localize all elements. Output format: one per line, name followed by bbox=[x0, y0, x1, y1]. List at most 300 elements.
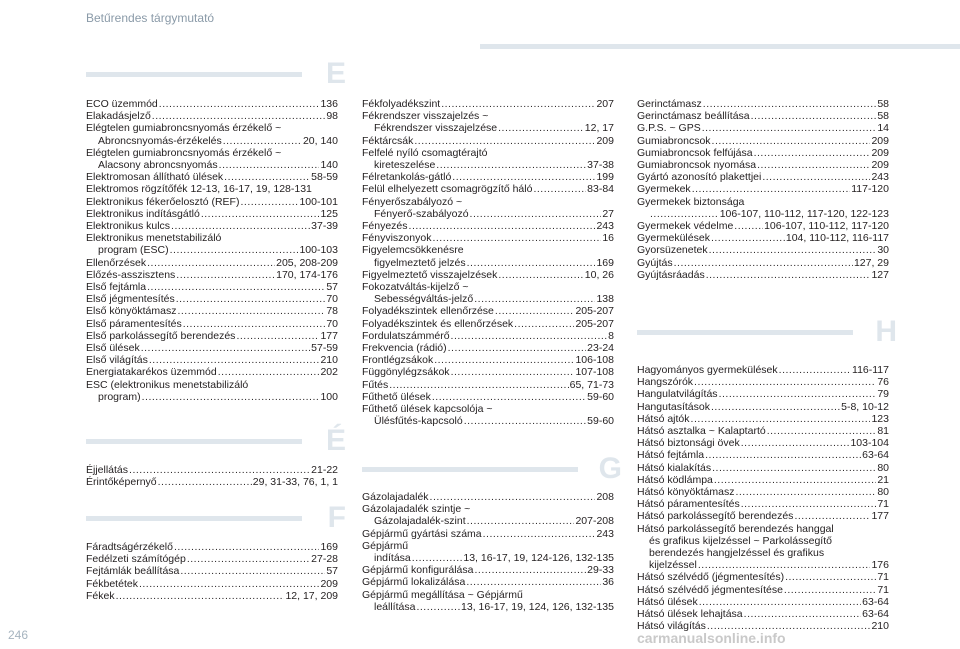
entry-pages: 30 bbox=[877, 244, 889, 257]
index-entry bbox=[86, 541, 338, 553]
index-entry bbox=[362, 564, 614, 576]
dot-leader bbox=[712, 135, 871, 147]
watermark: carmanualsonline.info bbox=[637, 630, 786, 646]
index-entry bbox=[86, 208, 338, 220]
index-entry bbox=[362, 515, 614, 527]
dot-leader bbox=[116, 590, 285, 602]
index-entry bbox=[86, 244, 338, 256]
entry-term: Sebességváltás-jelző bbox=[374, 293, 474, 306]
entry-term: G.P.S. ~ GPS bbox=[637, 122, 701, 135]
entry-term: Gyermekek védelme bbox=[637, 220, 734, 233]
index-entry bbox=[637, 220, 889, 232]
index-list-g-continued bbox=[637, 98, 889, 281]
entry-term: Gyújtásráadás bbox=[637, 268, 705, 281]
entry-pages: 127, 29 bbox=[853, 256, 889, 269]
dot-leader bbox=[694, 376, 876, 388]
index-entry bbox=[362, 354, 614, 366]
index-entry bbox=[637, 159, 889, 171]
section-letter: G bbox=[598, 452, 622, 485]
entry-term: Gyújtás bbox=[637, 256, 673, 269]
entry-term: Gyermekek bbox=[637, 183, 691, 196]
entry-pages: 208 bbox=[596, 491, 614, 503]
index-entry bbox=[86, 318, 338, 330]
section-heading-h bbox=[637, 314, 897, 354]
entry-pages: 12, 17, 209 bbox=[285, 589, 338, 602]
entry-pages: 78 bbox=[326, 305, 338, 318]
entry-term: Féktárcsák bbox=[362, 134, 414, 147]
index-entry bbox=[86, 330, 338, 342]
dot-leader bbox=[735, 486, 876, 498]
entry-term: Gépjármű gyártási száma bbox=[362, 527, 482, 540]
entry-pages: 29, 31-33, 76, 1, 1 bbox=[252, 476, 338, 489]
section-heading-e-acute bbox=[86, 423, 346, 463]
entry-pages: 210 bbox=[320, 354, 338, 367]
entry-term: Gerinctámasz beállítása bbox=[637, 110, 750, 123]
entry-pages: 136 bbox=[320, 98, 338, 110]
entry-pages: 21 bbox=[877, 473, 889, 486]
entry-pages: 209 bbox=[320, 577, 338, 590]
index-entry bbox=[637, 510, 889, 522]
index-subheading: Fékrendszer visszajelzés ~ bbox=[362, 110, 489, 123]
entry-pages: 123 bbox=[871, 412, 889, 425]
dot-leader bbox=[159, 98, 320, 110]
entry-pages: 27 bbox=[602, 207, 614, 220]
entry-term: Frekvencia (rádió) bbox=[362, 342, 447, 355]
section-letter: E bbox=[325, 57, 346, 90]
entry-pages: 29-33 bbox=[587, 564, 614, 577]
entry-pages: 71 bbox=[877, 571, 889, 584]
entry-term: Fékfolyadékszint bbox=[362, 98, 441, 110]
dot-leader bbox=[699, 596, 861, 608]
header-bar bbox=[480, 44, 960, 49]
index-entry bbox=[637, 269, 889, 281]
entry-pages: 20, 140 bbox=[302, 134, 338, 147]
entry-term: Gumiabroncsok nyomása bbox=[637, 159, 757, 172]
index-entry bbox=[362, 528, 614, 540]
entry-pages: 125 bbox=[320, 207, 338, 220]
entry-pages: 207-208 bbox=[575, 515, 614, 528]
index-entry bbox=[362, 601, 614, 613]
index-entry bbox=[362, 98, 614, 110]
index-entry bbox=[86, 293, 338, 305]
entry-term: Elektronikus fékerőelosztó (REF) bbox=[86, 195, 240, 208]
index-entry bbox=[362, 135, 614, 147]
dot-leader bbox=[389, 379, 568, 391]
entry-pages: 58 bbox=[877, 98, 889, 110]
index-entry bbox=[637, 135, 889, 147]
entry-term: Fényerő-szabályozó bbox=[374, 207, 469, 220]
entry-term: Éjjellátás bbox=[86, 464, 129, 476]
entry-term: Elektromos rögzítőfék 12-13, 16-17, 19, 128-131 bbox=[86, 183, 312, 196]
index-entry bbox=[362, 415, 614, 427]
index-entry bbox=[86, 464, 338, 476]
entry-term: Gyorsüzenetek bbox=[637, 244, 708, 257]
index-subheading: Elégtelen gumiabroncsnyomás érzékelő ~ bbox=[86, 122, 282, 135]
index-entry bbox=[86, 578, 338, 590]
section-letter: H bbox=[875, 315, 897, 348]
section-heading-g bbox=[362, 451, 622, 491]
entry-pages: 59-60 bbox=[587, 415, 614, 428]
dot-leader bbox=[466, 576, 601, 588]
entry-pages: 70 bbox=[326, 317, 338, 330]
dot-leader bbox=[441, 98, 595, 110]
entry-pages: 36 bbox=[602, 576, 614, 589]
entry-term: Fordulatszámmérő bbox=[362, 329, 450, 342]
entry-pages: 243 bbox=[596, 220, 614, 233]
entry-term: Fényezés bbox=[362, 220, 408, 233]
entry-term: program (ESC) bbox=[98, 244, 169, 257]
entry-term: Hátsó asztalka ~ Kalaptartó bbox=[637, 425, 766, 438]
entry-term: figyelmeztető jelzés bbox=[374, 256, 466, 269]
index-entry bbox=[637, 425, 889, 437]
entry-term: Hátsó szélvédő (jégmentesítés) bbox=[637, 571, 785, 584]
index-list-e-acute bbox=[86, 464, 338, 488]
index-subheading: Gépjármű megállítása ~ Gépjármű bbox=[362, 588, 523, 601]
index-entry bbox=[362, 293, 614, 305]
dot-leader bbox=[432, 391, 586, 403]
entry-term: Ülésfűtés-kapcsoló bbox=[374, 415, 463, 428]
dot-leader bbox=[412, 552, 463, 564]
dot-leader bbox=[467, 515, 575, 527]
dot-leader bbox=[147, 257, 275, 269]
dot-leader bbox=[711, 232, 785, 244]
dot-leader bbox=[240, 196, 298, 208]
index-subheading: Fűthető ülések kapcsolója ~ bbox=[362, 403, 493, 416]
entry-term: Első jégmentesítés bbox=[86, 293, 175, 306]
section-letter: É bbox=[325, 424, 346, 457]
entry-term: Fejtámlák beállítása bbox=[86, 565, 180, 578]
entry-pages: 65, 71-73 bbox=[569, 378, 614, 391]
index-entry bbox=[637, 388, 889, 400]
entry-term: Félretankolás-gátló bbox=[362, 171, 452, 184]
entry-term: Hátsó világítás bbox=[637, 620, 706, 633]
entry-pages: 37-38 bbox=[587, 159, 614, 172]
dot-leader bbox=[129, 464, 310, 476]
entry-pages: 21-22 bbox=[311, 464, 338, 476]
entry-term: Hátsó parkolássegítő berendezés bbox=[637, 510, 794, 523]
dot-leader bbox=[224, 171, 310, 183]
entry-term: Felül elhelyezett csomagrögzítő háló bbox=[362, 183, 533, 196]
entry-pages: 170, 174-176 bbox=[276, 268, 338, 281]
entry-pages: 14 bbox=[877, 122, 889, 135]
entry-term: Gépjármű lokalizálása bbox=[362, 576, 466, 589]
index-entry bbox=[362, 269, 614, 281]
entry-pages: 205-207 bbox=[575, 317, 614, 330]
index-entry bbox=[86, 565, 338, 577]
entry-term: Hátsó páramentesítés bbox=[637, 498, 740, 511]
entry-term: indítása bbox=[374, 552, 411, 565]
index-entry bbox=[86, 342, 338, 354]
index-entry bbox=[362, 183, 614, 195]
index-entry bbox=[637, 147, 889, 159]
entry-term: Hangulatvilágítás bbox=[637, 388, 718, 401]
entry-pages: 199 bbox=[596, 171, 614, 184]
entry-pages: 5-8, 10-12 bbox=[841, 400, 889, 413]
entry-term: Hátsó kialakítás bbox=[637, 461, 712, 474]
entry-term: Folyadékszintek és ellenőrzések bbox=[362, 317, 514, 330]
entry-pages: 243 bbox=[871, 171, 889, 184]
index-entry bbox=[637, 171, 889, 183]
entry-pages: 13, 16-17, 19, 124-126, 132-135 bbox=[463, 552, 614, 565]
page-number: 246 bbox=[8, 628, 29, 642]
dot-leader bbox=[176, 293, 326, 305]
entry-term: Fedélzeti számítógép bbox=[86, 553, 186, 566]
dot-leader bbox=[698, 559, 871, 571]
dot-leader bbox=[711, 401, 840, 413]
dot-leader bbox=[674, 257, 853, 269]
entry-pages: 202 bbox=[320, 366, 338, 379]
index-entry bbox=[362, 576, 614, 588]
entry-pages: 243 bbox=[596, 527, 614, 540]
entry-term: Gerinctámasz bbox=[637, 98, 702, 110]
index-entry bbox=[637, 232, 889, 244]
dot-leader bbox=[702, 122, 877, 134]
dot-leader bbox=[734, 220, 763, 232]
entry-pages: 13, 16-17, 19, 124, 126, 132-135 bbox=[461, 600, 614, 613]
entry-term: Fáradtságérzékelő bbox=[86, 541, 173, 553]
entry-pages: 210 bbox=[871, 620, 889, 633]
dot-leader bbox=[784, 584, 876, 596]
entry-term: Első ülések bbox=[86, 342, 140, 355]
entry-pages: 98 bbox=[326, 110, 338, 123]
index-entry bbox=[86, 590, 338, 602]
index-entry bbox=[362, 257, 614, 269]
entry-pages: 63-64 bbox=[862, 595, 889, 608]
entry-term: Gázolajadalék-szint bbox=[374, 515, 466, 528]
dot-leader bbox=[498, 122, 584, 134]
index-entry bbox=[86, 159, 338, 171]
dot-leader bbox=[706, 269, 871, 281]
index-subheading: és grafikus kijelzéssel ~ Parkolássegítő bbox=[649, 534, 832, 547]
index-subheading: ESC (elektronikus menetstabilizáló bbox=[86, 378, 249, 391]
page-header-title: Betűrendes tárgymutató bbox=[86, 11, 215, 25]
entry-pages: 57-59 bbox=[311, 342, 338, 355]
index-entry bbox=[86, 305, 338, 317]
entry-pages: 12, 17 bbox=[584, 122, 614, 135]
entry-term: Hátsó ülések lehajtása bbox=[637, 608, 743, 621]
entry-term: Figyelmeztető visszajelzések bbox=[362, 268, 498, 281]
dot-leader bbox=[692, 183, 851, 195]
index-entry bbox=[86, 269, 338, 281]
entry-pages: 106-107, 110-112, 117-120 bbox=[764, 220, 889, 233]
entry-pages: 127 bbox=[871, 268, 889, 281]
entry-pages: 103-104 bbox=[850, 437, 889, 450]
entry-term: Hátsó könyöktámasz bbox=[637, 486, 735, 499]
dot-leader bbox=[139, 578, 320, 590]
index-entry bbox=[637, 98, 889, 110]
entry-pages: 116-117 bbox=[852, 364, 889, 376]
index-list-h bbox=[637, 364, 889, 632]
dot-leader bbox=[176, 269, 275, 281]
entry-pages: 27-28 bbox=[311, 553, 338, 566]
dot-leader bbox=[474, 293, 595, 305]
entry-pages: 57 bbox=[326, 281, 338, 294]
index-entry bbox=[362, 305, 614, 317]
index-list-f-continued bbox=[362, 98, 614, 427]
entry-pages: 59-60 bbox=[587, 390, 614, 403]
entry-term: Elektronikus kulcs bbox=[86, 220, 171, 233]
entry-term: Hátsó biztonsági övek bbox=[637, 437, 740, 450]
dot-leader bbox=[170, 244, 299, 256]
dot-leader bbox=[409, 220, 596, 232]
entry-term: Elektronikus indításgátló bbox=[86, 207, 200, 220]
dot-leader bbox=[514, 318, 574, 330]
dot-leader bbox=[218, 366, 320, 378]
entry-pages: 71 bbox=[877, 583, 889, 596]
index-entry bbox=[86, 183, 338, 195]
dot-leader bbox=[223, 135, 302, 147]
entry-pages: 106-107, 110-112, 117-120, 122-123 bbox=[719, 207, 889, 220]
entry-pages: 83-84 bbox=[587, 183, 614, 196]
index-entry bbox=[362, 552, 614, 564]
entry-pages: 8 bbox=[608, 329, 614, 342]
index-entry bbox=[362, 491, 614, 503]
index-entry bbox=[637, 449, 889, 461]
entry-pages: 58 bbox=[877, 110, 889, 123]
entry-term: Gumiabroncsok felfújása bbox=[637, 146, 753, 159]
index-list-g bbox=[362, 491, 614, 613]
entry-pages: 63-64 bbox=[862, 449, 889, 462]
entry-term: Alacsony abroncsnyomás bbox=[98, 159, 218, 172]
entry-term: Első könyöktámasz bbox=[86, 305, 177, 318]
entry-term: Fékbetétek bbox=[86, 577, 138, 590]
entry-pages: 57 bbox=[326, 565, 338, 578]
entry-term: kireteszelése bbox=[374, 159, 436, 172]
dot-leader bbox=[180, 565, 325, 577]
index-subheading: Fokozatváltás-kijelző ~ bbox=[362, 281, 469, 294]
entry-term: Előzés-asszisztens bbox=[86, 268, 176, 281]
dot-leader bbox=[149, 354, 320, 366]
entry-pages: 138 bbox=[596, 293, 614, 306]
entry-term: Első fejtámla bbox=[86, 281, 147, 294]
index-entry bbox=[362, 220, 614, 232]
dot-leader bbox=[436, 159, 586, 171]
entry-pages: 169 bbox=[320, 541, 338, 553]
index-entry bbox=[637, 401, 889, 413]
index-entry bbox=[362, 379, 614, 391]
entry-pages: 81 bbox=[877, 425, 889, 438]
entry-term: Hátsó szélvédő jégmentesítése bbox=[637, 583, 783, 596]
entry-term: Fényviszonyok bbox=[362, 232, 432, 245]
dot-leader bbox=[741, 437, 850, 449]
index-entry bbox=[86, 171, 338, 183]
index-entry bbox=[86, 110, 338, 122]
dot-leader bbox=[448, 342, 587, 354]
dot-leader bbox=[434, 354, 574, 366]
index-subheading: Gyermekek biztonsága bbox=[637, 195, 745, 208]
index-entry bbox=[362, 171, 614, 183]
entry-term: ECO üzemmód bbox=[86, 98, 158, 110]
dot-leader bbox=[744, 608, 861, 620]
index-entry bbox=[637, 183, 889, 195]
dot-leader bbox=[452, 171, 595, 183]
index-entry bbox=[86, 220, 338, 232]
index-entry bbox=[637, 596, 889, 608]
index-entry bbox=[637, 474, 889, 486]
index-entry bbox=[637, 486, 889, 498]
dot-leader bbox=[158, 476, 252, 488]
index-entry bbox=[362, 366, 614, 378]
entry-term: Hátsó ködlámpa bbox=[637, 473, 713, 486]
index-entry bbox=[637, 462, 889, 474]
index-subheading: Felfelé nyíló csomagtérajtó bbox=[362, 146, 488, 159]
entry-pages: 70 bbox=[326, 293, 338, 306]
dot-leader bbox=[703, 98, 877, 110]
dot-leader bbox=[430, 491, 596, 503]
index-entry bbox=[637, 571, 889, 583]
entry-term: Első páramentesítés bbox=[86, 317, 182, 330]
dot-leader bbox=[483, 528, 596, 540]
index-entry bbox=[637, 110, 889, 122]
dot-leader bbox=[152, 110, 326, 122]
entry-pages: 100-103 bbox=[299, 244, 338, 257]
entry-term: Elakadásjelző bbox=[86, 110, 151, 123]
section-heading-e bbox=[86, 56, 346, 96]
dot-leader bbox=[754, 147, 871, 159]
index-list-e bbox=[86, 98, 338, 403]
index-entry bbox=[637, 559, 889, 571]
entry-pages: 37-39 bbox=[311, 220, 338, 233]
dot-leader bbox=[757, 159, 870, 171]
index-entry bbox=[637, 584, 889, 596]
entry-pages: 117-120 bbox=[851, 183, 889, 196]
dot-leader bbox=[141, 342, 310, 354]
index-entry bbox=[86, 281, 338, 293]
index-entry bbox=[637, 608, 889, 620]
section-letter: F bbox=[327, 501, 346, 534]
dot-leader bbox=[650, 208, 719, 220]
entry-pages: 71 bbox=[877, 498, 889, 511]
dot-leader bbox=[762, 171, 870, 183]
entry-pages: 79 bbox=[877, 388, 889, 401]
dot-leader bbox=[187, 553, 310, 565]
entry-term: Fékrendszer visszajelzése bbox=[374, 122, 498, 135]
dot-leader bbox=[142, 391, 320, 403]
entry-term: Hátsó ajtók bbox=[637, 412, 690, 425]
entry-pages: 76 bbox=[877, 376, 889, 389]
dot-leader bbox=[236, 330, 319, 342]
index-entry bbox=[362, 330, 614, 342]
entry-term: Gyermekülések bbox=[637, 232, 710, 245]
dot-leader bbox=[183, 318, 326, 330]
dot-leader bbox=[201, 208, 320, 220]
dot-leader bbox=[751, 110, 877, 122]
entry-pages: 205, 208-209 bbox=[276, 256, 338, 269]
index-entry bbox=[362, 122, 614, 134]
index-entry bbox=[637, 376, 889, 388]
entry-term: kijelzéssel bbox=[649, 559, 697, 572]
entry-term: Gumiabroncsok bbox=[637, 134, 711, 147]
entry-term: Érintőképernyő bbox=[86, 476, 157, 489]
entry-pages: 209 bbox=[871, 159, 889, 172]
entry-pages: 23-24 bbox=[587, 342, 614, 355]
dot-leader bbox=[498, 269, 583, 281]
entry-term: Fűthető ülések bbox=[362, 390, 431, 403]
index-subheading: Elektronikus menetstabilizáló bbox=[86, 232, 222, 245]
dot-leader bbox=[691, 413, 871, 425]
dot-leader bbox=[432, 232, 601, 244]
index-list-f bbox=[86, 541, 338, 602]
entry-term: Ellenőrzések bbox=[86, 256, 147, 269]
entry-term: Gyártó azonosító plakettjei bbox=[637, 171, 762, 184]
entry-pages: 207 bbox=[596, 98, 614, 110]
entry-term: Energiatakarékos üzemmód bbox=[86, 366, 217, 379]
index-entry bbox=[86, 98, 338, 110]
dot-leader bbox=[794, 510, 870, 522]
index-entry bbox=[86, 257, 338, 269]
entry-term: Folyadékszintek ellenőrzése bbox=[362, 305, 494, 318]
entry-term: Első világítás bbox=[86, 354, 148, 367]
